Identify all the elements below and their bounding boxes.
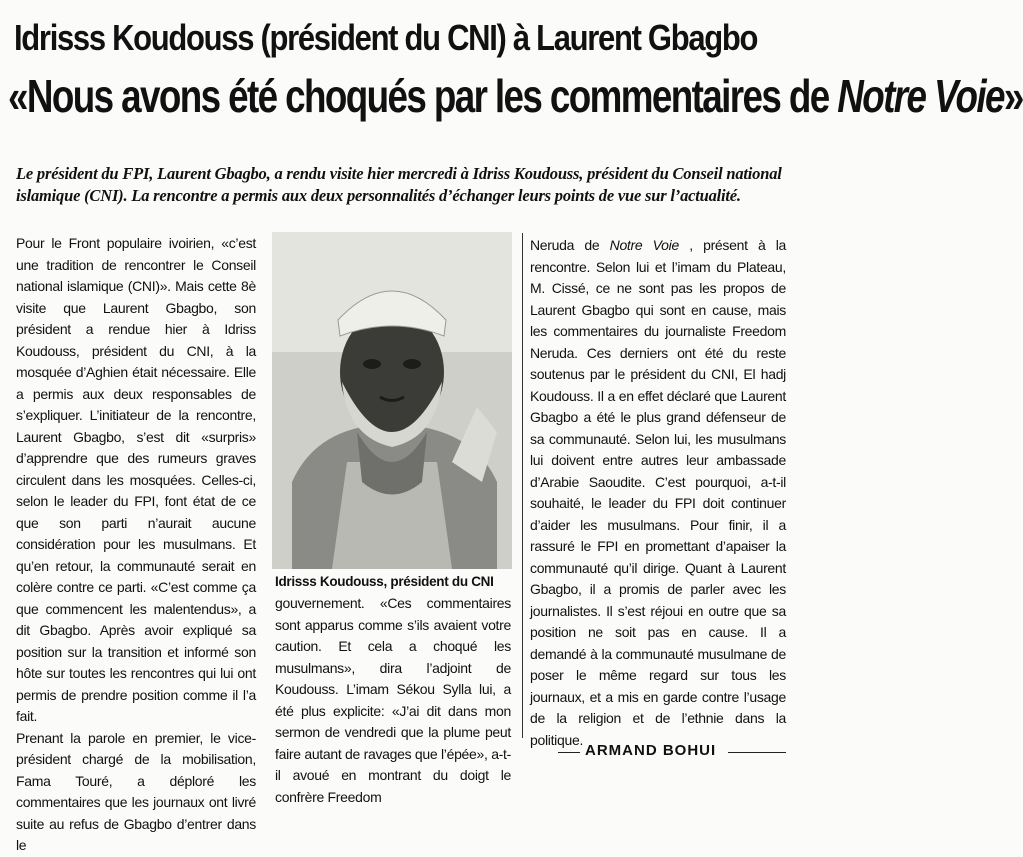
photo-caption: Idrisss Koudouss, président du CNI bbox=[275, 574, 494, 589]
column-2 bbox=[275, 593, 511, 808]
headline-italic: Notre Voie bbox=[837, 70, 1004, 122]
column-3-text-2: , présent à la rencontre. Selon lui et l’imam du Plateau, M. Cissé, ce ne sont pas les propos de Laurent Gbagbo qui sont en cause, mais les commentaires du journaliste Freedom Neruda. Ces derniers ont été du reste soutenus par le président du CNI, El hadj Koudouss. Il a en effet déclaré que Laurent Gbagbo a été le plus grand défenseur de sa communauté. Selon lui, les musulmans lui doivent entre autres leur ambassade d’Arabie Saoudite. C’est pourquoi, a-t-il souhaité, le leader du FPI doit continuer d’aider les musulmans. Pour finir, il a rassuré le FPI en promettant d’apaiser la communauté qu’il dirige. Quant à Laurent Gbagbo, il a promis de parler avec les journalistes. Il s’est réjoui en outre que sa position ne soit pas en cause. Il a demandé à la communauté musulmane de poser le même regard sur tous les journaux, et a mis en garde contre l’usage de la religion et de l’ethnie dans la politique. bbox=[530, 237, 786, 748]
portrait-photo bbox=[272, 232, 512, 569]
column-1-paragraph-1: Pour le Front populaire ivoirien, «c’est une tradition de rencontrer le Conseil national islamique (CNI)». Mais cette 8è visite que Laurent Gbagbo, son président a rendue hier à Idriss Koudouss, président du CNI, à la mosquée d’Aghien était nécessaire. Elle a permis aux deux responsables de s’expliquer. L’initiateur de la rencontre, Laurent Gbagbo, s’est dit «surpris» d’apprendre que des rumeurs graves circulent dans les mosquées. Celles-ci, selon le leader du FPI, font état de ce que son parti n’aurait aucune considération pour les musulmans. Et qu’en retour, la communauté serait en colère contre ce parti. «C’est comme ça que commencent les malentendus», a dit Gbagbo. Après avoir expliqué sa position sur la transition et informé son hôte sur toutes les rencontres qui lui ont permis de prendre position comme il l’a fait. bbox=[16, 235, 256, 724]
lead-paragraph: Le président du FPI, Laurent Gbagbo, a rendu visite hier mercredi à Idriss Koudouss, président du Conseil national islamique (CNI). La rencontre a permis aux deux personnalités d’échanger leurs points de vue sur l’actualité. bbox=[16, 164, 782, 205]
headline-part2: » bbox=[1003, 70, 1023, 122]
column-3-paragraph bbox=[530, 235, 786, 751]
column-3 bbox=[530, 235, 786, 751]
headline bbox=[8, 70, 1023, 122]
column-3-italic: Notre Voie bbox=[609, 237, 679, 253]
column-1-paragraph-2: Prenant la parole en premier, le vice-président chargé de la mobilisation, Fama Touré, a déploré les commentaires que les journaux ont livré suite au refus de Gbagbo d’entrer dans le bbox=[16, 729, 256, 853]
kicker-title: Idrisss Koudouss (président du CNI) à Laurent Gbagbo bbox=[14, 17, 758, 58]
byline-rule-right bbox=[728, 752, 786, 753]
column-divider bbox=[522, 233, 523, 738]
column-3-text-1: Neruda de bbox=[530, 237, 610, 253]
headline-part1: «Nous avons été choqués par les commentaires de bbox=[8, 70, 838, 122]
portrait-image bbox=[272, 232, 512, 569]
column-1 bbox=[16, 233, 256, 857]
column-2-paragraph: gouvernement. «Ces commentaires sont apparus comme s’ils avaient votre caution. Et cela a choqué les musulmans», dira l’adjoint de Koudouss. L’imam Sékou Sylla lui, a été plus explicite: «J’ai dit dans mon sermon de vendredi que la plume peut faire autant de ravages que l’épée», a-t-il avoué en montrant du doigt le confrère Freedom bbox=[275, 595, 511, 805]
byline: ARMAND BOHUI bbox=[585, 742, 717, 759]
byline-rule-left bbox=[558, 752, 580, 753]
